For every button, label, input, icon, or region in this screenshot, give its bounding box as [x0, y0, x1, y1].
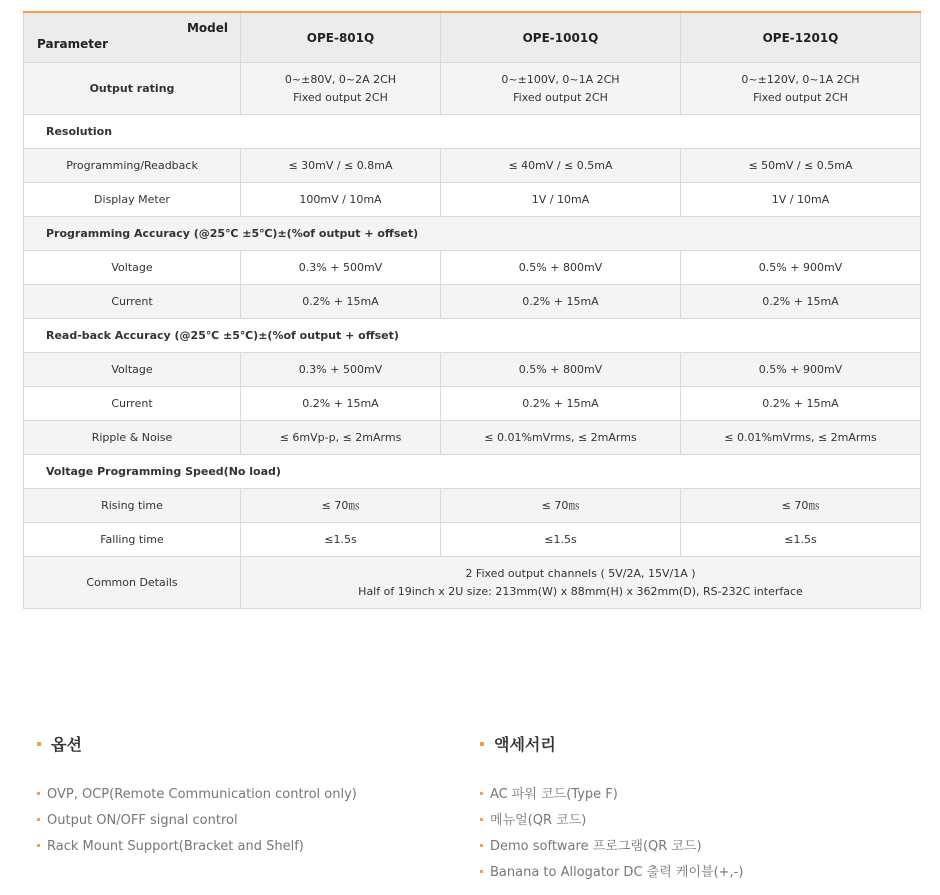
cell-line: 0~±120V, 0~1A 2CH [741, 72, 860, 86]
common-line-2: Half of 19inch x 2U size: 213mm(W) x 88mm(H) x 362mm(D), RS-232C interface [358, 584, 803, 598]
section-programming-speed [24, 455, 921, 489]
table-cell: 100mV / 10mA [241, 183, 441, 217]
table-cell: 0.5% + 900mV [681, 353, 921, 387]
section-readback-accuracy [24, 319, 921, 353]
table-cell: 0.2% + 15mA [241, 285, 441, 319]
common-details-cell [241, 557, 921, 609]
accessories-section [480, 732, 744, 880]
table-cell: 0.3% + 500mV [241, 251, 441, 285]
row-rb-current [24, 387, 921, 421]
table-cell: ≤ 0.01%mVrms, ≤ 2mArms [681, 421, 921, 455]
table-cell: 0.2% + 15mA [681, 387, 921, 421]
table-cell: ≤ 0.01%mVrms, ≤ 2mArms [441, 421, 681, 455]
list-item-text: Banana to Allogator DC 출력 케이블(+,-) [490, 865, 744, 880]
row-label: Output rating [24, 63, 241, 115]
model-header-2: OPE-1001Q [441, 12, 681, 63]
parameter-header-label: Parameter [37, 37, 109, 51]
corner-header-cell [24, 12, 241, 63]
bullet-icon [480, 844, 483, 847]
row-label: Display Meter [24, 183, 241, 217]
table-cell: 0.3% + 500mV [241, 353, 441, 387]
model-header-1: OPE-801Q [241, 12, 441, 63]
row-rb-voltage [24, 353, 921, 387]
row-label: Voltage [24, 353, 241, 387]
list-item [37, 834, 457, 860]
list-item [37, 808, 457, 834]
row-label: Ripple & Noise [24, 421, 241, 455]
list-item [480, 808, 900, 834]
list-item [480, 782, 900, 808]
table-cell: 0.5% + 800mV [441, 251, 681, 285]
cell-output-rating-2 [441, 63, 681, 115]
row-label: Rising time [24, 489, 241, 523]
bullet-icon [480, 742, 484, 746]
accessories-list [480, 782, 900, 886]
list-item-text: OVP, OCP(Remote Communication control only) [47, 787, 357, 802]
list-item-text: AC 파워 코드(Type F) [490, 787, 618, 802]
table-cell: ≤ 70㎳ [241, 489, 441, 523]
cell-line: Fixed output 2CH [513, 90, 608, 104]
row-rising-time [24, 489, 921, 523]
bullet-icon [480, 870, 483, 873]
cell-line: Fixed output 2CH [753, 90, 848, 104]
options-list [37, 782, 457, 860]
list-item-text: Rack Mount Support(Bracket and Shelf) [47, 839, 304, 854]
options-heading [37, 732, 82, 755]
cell-output-rating-1 [241, 63, 441, 115]
bullet-icon [37, 818, 40, 821]
list-item [480, 860, 900, 886]
header-row [24, 12, 921, 63]
bullet-icon [37, 792, 40, 795]
cell-line: 0~±80V, 0~2A 2CH [284, 72, 397, 86]
table-cell: ≤ 6mVp-p, ≤ 2mArms [241, 421, 441, 455]
table-cell: ≤ 70㎳ [441, 489, 681, 523]
row-label: Current [24, 285, 241, 319]
row-common-details [24, 557, 921, 609]
table-cell: ≤ 30mV / ≤ 0.8mA [241, 149, 441, 183]
bullet-icon [37, 742, 41, 746]
table-cell: 0.2% + 15mA [441, 285, 681, 319]
row-label: Current [24, 387, 241, 421]
table-cell: 0.2% + 15mA [241, 387, 441, 421]
row-programming-readback [24, 149, 921, 183]
section-programming-accuracy [24, 217, 921, 251]
accessories-heading [480, 732, 556, 755]
table-cell: 1V / 10mA [441, 183, 681, 217]
section-title: Voltage Programming Speed(No load) [24, 455, 921, 489]
table-cell: ≤1.5s [441, 523, 681, 557]
table-cell: 0.2% + 15mA [441, 387, 681, 421]
section-resolution [24, 115, 921, 149]
table-cell: 0.5% + 900mV [681, 251, 921, 285]
section-title: Resolution [24, 115, 921, 149]
list-item-text: 메뉴얼(QR 코드) [490, 813, 587, 828]
cell-line: Fixed output 2CH [293, 90, 388, 104]
model-header-label: Model [186, 21, 228, 35]
list-item-text: Demo software 프로그램(QR 코드) [490, 839, 702, 854]
bullet-icon [480, 792, 483, 795]
table-cell: ≤ 50mV / ≤ 0.5mA [681, 149, 921, 183]
row-label: Programming/Readback [24, 149, 241, 183]
row-falling-time [24, 523, 921, 557]
spec-table [23, 11, 921, 609]
table-cell: ≤ 40mV / ≤ 0.5mA [441, 149, 681, 183]
table-cell: 0.2% + 15mA [681, 285, 921, 319]
row-label: Falling time [24, 523, 241, 557]
table-cell: ≤1.5s [681, 523, 921, 557]
options-section [37, 732, 357, 854]
list-item [480, 834, 900, 860]
row-label: Common Details [24, 557, 241, 609]
options-title: 옵션 [51, 735, 82, 754]
section-title: Programming Accuracy (@25℃ ±5℃)±(%of output + offset) [24, 217, 921, 251]
list-item [37, 782, 457, 808]
table-cell: ≤1.5s [241, 523, 441, 557]
list-item-text: Output ON/OFF signal control [47, 813, 238, 828]
row-label: Voltage [24, 251, 241, 285]
bullet-icon [480, 818, 483, 821]
row-display-meter [24, 183, 921, 217]
row-ripple-noise [24, 421, 921, 455]
table-cell: ≤ 70㎳ [681, 489, 921, 523]
bullet-icon [37, 844, 40, 847]
cell-output-rating-3 [681, 63, 921, 115]
common-line-1: 2 Fixed output channels ( 5V/2A, 15V/1A ) [465, 566, 696, 580]
accessories-title: 액세서리 [494, 735, 556, 754]
table-cell: 0.5% + 800mV [441, 353, 681, 387]
row-prog-voltage [24, 251, 921, 285]
section-title: Read-back Accuracy (@25℃ ±5℃)±(%of output + offset) [24, 319, 921, 353]
row-prog-current [24, 285, 921, 319]
cell-line: 0~±100V, 0~1A 2CH [501, 72, 620, 86]
table-cell: 1V / 10mA [681, 183, 921, 217]
row-output-rating [24, 63, 921, 115]
model-header-3: OPE-1201Q [681, 12, 921, 63]
